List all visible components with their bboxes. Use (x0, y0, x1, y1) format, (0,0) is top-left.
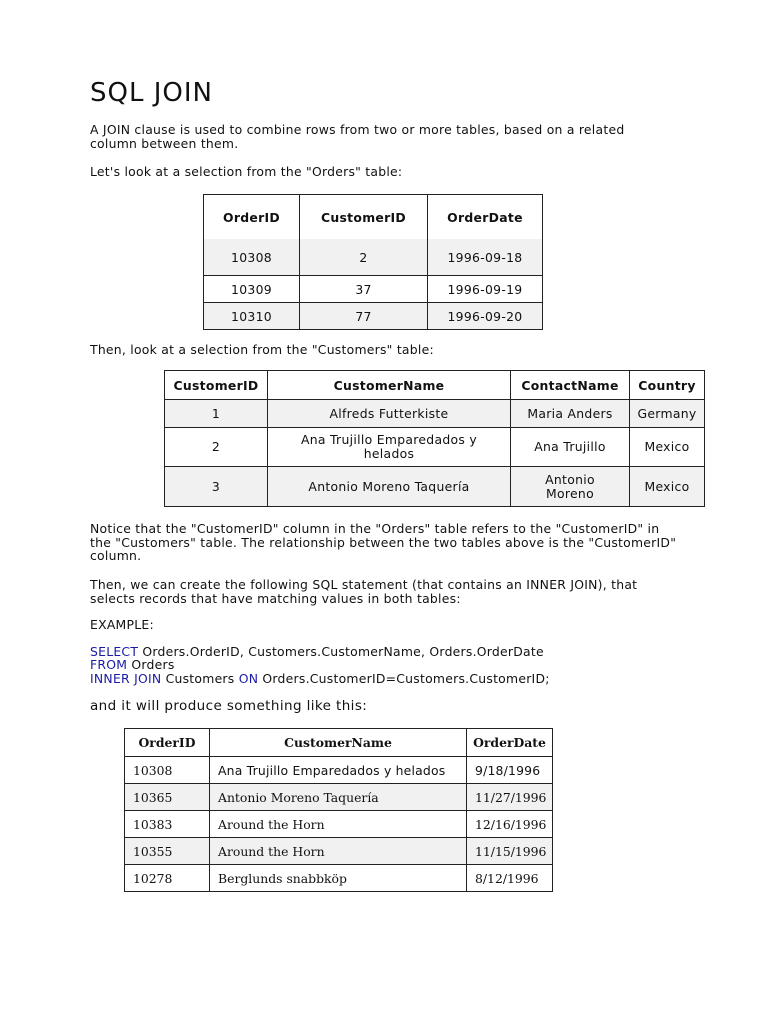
table-row (204, 239, 543, 276)
result-table (124, 728, 553, 892)
notice-paragraph (90, 522, 690, 563)
sql-code-line-3 (90, 672, 550, 686)
result-cell-orderdate: 11/15/1996 (467, 838, 553, 865)
notice-line-1: Notice that the "CustomerID" column in the "Orders" table refers to the "CustomerID" in (90, 521, 660, 536)
orders-header-orderdate: OrderDate (428, 195, 543, 240)
customers-cell-id: 3 (165, 467, 268, 507)
intro-line-1: A JOIN clause is used to combine rows from two or more tables, based on a related (90, 122, 625, 137)
orders-cell-customerid: 2 (300, 239, 428, 276)
then-line-2: selects records that have matching values in both tables: (90, 590, 461, 606)
customers-cell-name: Alfreds Futterkiste (268, 400, 511, 428)
result-cell-orderid: 10383 (125, 811, 210, 838)
then-paragraph (90, 578, 690, 605)
sql-keyword: SELECT (90, 644, 139, 659)
sql-code-line-2 (90, 658, 175, 672)
table-row (125, 811, 553, 838)
produce-text: and it will produce something like this: (90, 698, 368, 714)
customers-intro: Then, look at a selection from the "Customers" table: (90, 342, 434, 357)
intro-line-2: column between them. (90, 135, 239, 151)
sql-text: Orders.CustomerID=Customers.CustomerID; (258, 671, 550, 686)
customers-table (164, 370, 705, 507)
customers-cell-id: 2 (165, 428, 268, 467)
intro-paragraph (90, 123, 690, 150)
customers-header-row (165, 371, 705, 400)
result-cell-orderid: 10278 (125, 865, 210, 892)
customers-cell-name: Antonio Moreno Taquería (268, 467, 511, 507)
table-row (125, 784, 553, 811)
orders-header-customerid: CustomerID (300, 195, 428, 240)
result-cell-orderdate: 8/12/1996 (467, 865, 553, 892)
result-cell-customername: Berglunds snabbköp (210, 865, 467, 892)
customers-cell-country: Germany (630, 400, 705, 428)
notice-line-2: the "Customers" table. The relationship between the two tables above is the "CustomerID" (90, 534, 677, 550)
result-cell-orderdate: 12/16/1996 (467, 811, 553, 838)
customers-cell-country: Mexico (630, 428, 705, 467)
table-row (204, 303, 543, 330)
table-row (204, 276, 543, 303)
orders-intro: Let's look at a selection from the "Orders" table: (90, 164, 403, 179)
customers-header-customerid: CustomerID (173, 377, 259, 393)
example-label: EXAMPLE: (90, 617, 154, 632)
result-header-orderdate: OrderDate (467, 729, 553, 757)
orders-header-row (204, 195, 543, 240)
result-header-customername: CustomerName (210, 729, 467, 757)
result-cell-customername: Ana Trujillo Emparedados y helados (210, 757, 467, 784)
orders-cell-orderid: 10310 (204, 303, 300, 330)
customers-cell-name: Ana Trujillo Emparedados y helados (268, 428, 511, 467)
table-row (165, 467, 705, 507)
result-cell-orderid: 10355 (125, 838, 210, 865)
customers-cell-contact: Maria Anders (511, 400, 630, 428)
sql-keyword: INNER JOIN (90, 671, 162, 686)
orders-cell-orderid: 10308 (204, 239, 300, 276)
then-line-1: Then, we can create the following SQL statement (that contains an INNER JOIN), that (90, 577, 638, 592)
sql-text: Orders.OrderID, Customers.CustomerName, Orders.OrderDate (138, 644, 544, 659)
page-title: SQL JOIN (90, 78, 213, 108)
customers-cell-contact: Antonio Moreno (511, 467, 630, 507)
table-row (165, 428, 705, 467)
result-cell-customername: Around the Horn (210, 838, 467, 865)
table-row (165, 400, 705, 428)
result-cell-orderdate: 9/18/1996 (467, 757, 553, 784)
result-cell-customername: Around the Horn (210, 811, 467, 838)
orders-cell-orderdate: 1996-09-20 (428, 303, 543, 330)
customers-cell-country: Mexico (630, 467, 705, 507)
orders-table (203, 194, 543, 330)
table-row (125, 757, 553, 784)
result-cell-customername: Antonio Moreno Taquería (210, 784, 467, 811)
sql-keyword: FROM (90, 657, 128, 672)
sql-text: Customers (161, 671, 239, 686)
orders-cell-customerid: 77 (300, 303, 428, 330)
customers-cell-contact: Ana Trujillo (511, 428, 630, 467)
orders-cell-customerid: 37 (300, 276, 428, 303)
result-cell-orderid: 10365 (125, 784, 210, 811)
result-header-row (125, 729, 553, 757)
table-row (125, 838, 553, 865)
sql-keyword: ON (238, 671, 259, 686)
orders-cell-orderdate: 1996-09-18 (428, 239, 543, 276)
orders-cell-orderdate: 1996-09-19 (428, 276, 543, 303)
sql-text: Orders (127, 657, 175, 672)
customers-header-customername: CustomerName (268, 371, 511, 400)
orders-header-orderid: OrderID (204, 195, 300, 240)
notice-line-3: column. (90, 548, 142, 563)
customers-cell-id: 1 (165, 400, 268, 428)
customers-header-contactname: ContactName (511, 371, 630, 400)
result-cell-orderdate: 11/27/1996 (467, 784, 553, 811)
orders-cell-orderid: 10309 (204, 276, 300, 303)
table-row (125, 865, 553, 892)
result-cell-orderid: 10308 (125, 757, 210, 784)
result-header-orderid: OrderID (138, 735, 196, 750)
customers-header-country: Country (630, 371, 705, 400)
